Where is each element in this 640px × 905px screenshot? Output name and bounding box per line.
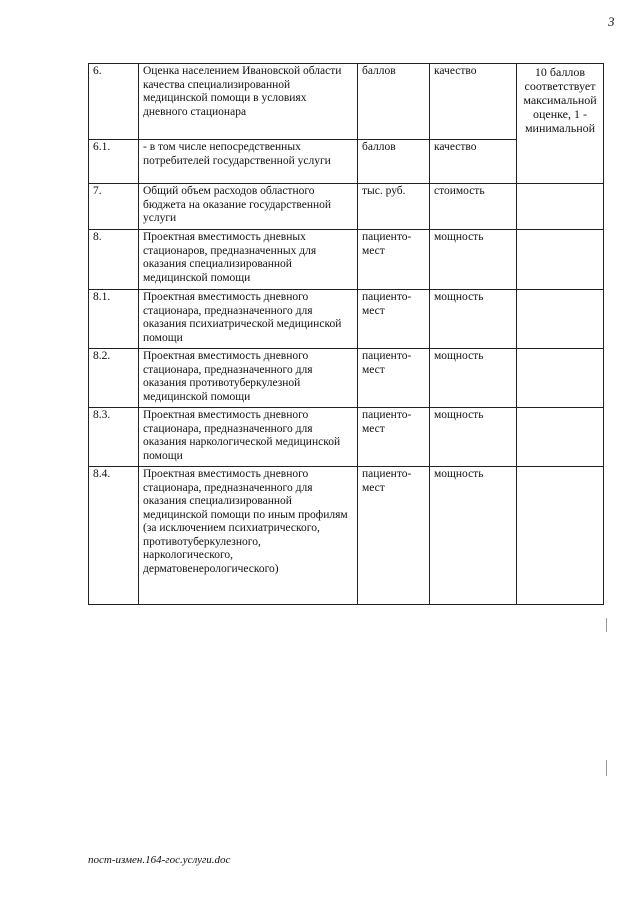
rating-note: 10 баллов соответствует максимальной оценке, 1 - минимальной (517, 64, 604, 184)
note-cell (517, 408, 604, 467)
unit-cell: пациенто-мест (358, 408, 430, 467)
row-number: 8.3. (89, 408, 139, 467)
table-row (89, 467, 604, 605)
indicator-name: Проектная вместимость дневного стационара, предназначенного для оказания противотуберкулезной медицинской помощи (139, 349, 358, 408)
page-number: 3 (608, 14, 615, 29)
indicator-name: Проектная вместимость дневного стационара, предназначенного для оказания психиатрической медицинской помощи (139, 290, 358, 349)
indicator-name: Проектная вместимость дневных стационаров, предназначенных для оказания специализированной медицинской помощи (139, 230, 358, 290)
unit-cell: тыс. руб. (358, 184, 430, 230)
file-name: пост-измен.164-гос.услуги.doc (88, 854, 231, 866)
table-row (89, 230, 604, 290)
scan-mark (606, 618, 607, 632)
indicators-table (88, 63, 604, 605)
table-row (89, 64, 604, 140)
unit-cell: пациенто-мест (358, 230, 430, 290)
indicator-type: качество (430, 64, 517, 140)
row-number: 6.1. (89, 140, 139, 184)
row-number: 7. (89, 184, 139, 230)
unit-cell: баллов (358, 64, 430, 140)
note-cell (517, 184, 604, 230)
indicator-name: Проектная вместимость дневного стационара, предназначенного для оказания наркологической медицинской помощи (139, 408, 358, 467)
unit-cell: пациенто-мест (358, 290, 430, 349)
note-cell (517, 349, 604, 408)
indicator-type: мощность (430, 290, 517, 349)
table-row (89, 408, 604, 467)
indicator-name: Общий объем расходов областного бюджета на оказание государственной услуги (139, 184, 358, 230)
indicator-type: мощность (430, 349, 517, 408)
indicator-type: мощность (430, 408, 517, 467)
indicator-name: - в том числе непосредственных потребителей государственной услуги (139, 140, 358, 184)
row-number: 6. (89, 64, 139, 140)
row-number: 8.1. (89, 290, 139, 349)
indicator-type: мощность (430, 230, 517, 290)
row-number: 8.4. (89, 467, 139, 605)
table-row (89, 349, 604, 408)
note-cell (517, 467, 604, 605)
table-row (89, 184, 604, 230)
table-row (89, 290, 604, 349)
indicator-name: Оценка населением Ивановской области качества специализированной медицинской помощи в условиях дневного стационара (139, 64, 358, 140)
indicator-type: мощность (430, 467, 517, 605)
note-cell (517, 230, 604, 290)
scan-mark (606, 760, 607, 776)
unit-cell: пациенто-мест (358, 467, 430, 605)
unit-cell: баллов (358, 140, 430, 184)
row-number: 8. (89, 230, 139, 290)
row-number: 8.2. (89, 349, 139, 408)
indicator-name: Проектная вместимость дневного стационара, предназначенного для оказания специализированной медицинской помощи по иным профилям (за исключением психиатрического, противотуберкулезного, наркологического, дерматовенерологического) (139, 467, 358, 605)
unit-cell: пациенто-мест (358, 349, 430, 408)
note-cell (517, 290, 604, 349)
indicator-type: стоимость (430, 184, 517, 230)
indicator-type: качество (430, 140, 517, 184)
